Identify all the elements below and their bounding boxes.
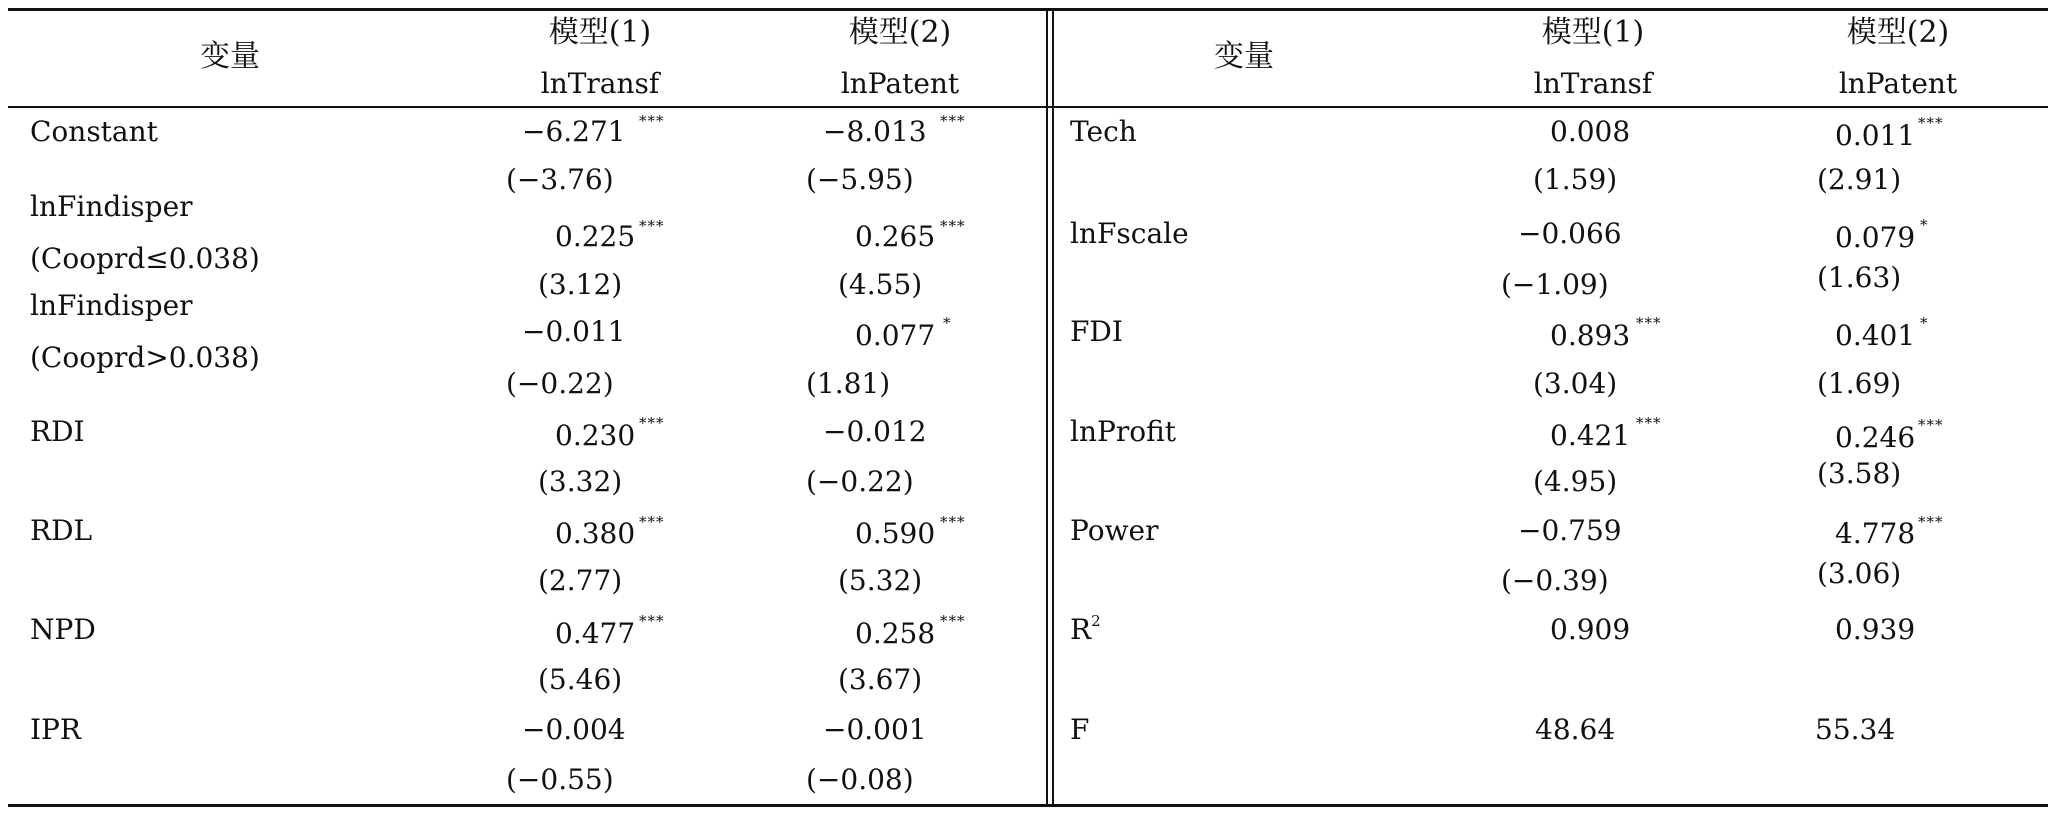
header-right-variable: 变量	[1214, 39, 1274, 74]
left-row-rdl-m2: 0.590	[855, 517, 936, 550]
r2-superscript: 2	[1091, 612, 1101, 630]
left-row-lnfindisper-low-name2: (Cooprd≤0.038)	[30, 242, 260, 275]
header-right-model1-title: 模型(1)	[1541, 15, 1645, 50]
right-row-f-m2: 55.34	[1815, 713, 1896, 746]
left-row-rdi-t2: (−0.22)	[806, 465, 914, 498]
bottom-rule	[8, 804, 2048, 807]
left-row-lnfindisper-low-m1: 0.225	[555, 220, 636, 253]
right-row-tech-m2: 0.011	[1835, 119, 1916, 152]
left-row-constant-m1-sig: ***	[639, 112, 665, 130]
left-row-rdl-m1: 0.380	[555, 517, 636, 550]
top-rule	[8, 8, 2048, 11]
left-row-ipr-t1: (−0.55)	[506, 763, 614, 796]
right-row-power-m2-sig: ***	[1918, 513, 1944, 531]
left-row-rdi-t1: (3.32)	[538, 465, 623, 498]
right-row-power-m1: −0.759	[1518, 514, 1622, 547]
right-row-tech-name: Tech	[1070, 115, 1137, 148]
left-row-lnfindisper-low-m2: 0.265	[855, 220, 936, 253]
header-left-model2-dep: lnPatent	[840, 67, 960, 100]
right-row-r2-m2: 0.939	[1835, 613, 1916, 646]
right-row-lnprofit-m1: 0.421	[1550, 419, 1631, 452]
left-row-rdi-m1: 0.230	[555, 419, 636, 452]
right-row-power-name: Power	[1070, 514, 1159, 547]
header-right-model1-dep: lnTransf	[1533, 67, 1653, 100]
right-row-power-m2: 4.778	[1835, 517, 1916, 550]
left-row-npd-name: NPD	[30, 613, 96, 646]
right-row-lnprofit-t2: (3.58)	[1817, 457, 1902, 490]
left-row-rdi-name: RDI	[30, 415, 85, 448]
left-row-lnfindisper-low-m1-sig: ***	[639, 217, 665, 235]
right-row-f-name: F	[1070, 713, 1090, 746]
left-row-constant-name: Constant	[30, 115, 158, 148]
header-right-model2-title: 模型(2)	[1846, 15, 1950, 50]
right-row-lnprofit-m2-sig: ***	[1918, 416, 1944, 434]
right-row-tech-m1: 0.008	[1550, 115, 1631, 148]
right-row-tech-t1: (1.59)	[1533, 163, 1618, 196]
right-row-lnfscale-t2: (1.63)	[1817, 261, 1902, 294]
right-row-fdi-name: FDI	[1070, 315, 1123, 348]
left-row-lnfindisper-high-m2-sig: *	[943, 314, 952, 332]
left-row-lnfindisper-low-t1: (3.12)	[538, 268, 623, 301]
left-row-rdi-m1-sig: ***	[639, 414, 665, 432]
left-row-rdi-m2: −0.012	[823, 415, 927, 448]
header-rule	[8, 106, 2048, 108]
right-row-lnprofit-name: lnProfit	[1070, 415, 1176, 448]
left-row-lnfindisper-low-t2: (4.55)	[838, 268, 923, 301]
right-row-lnfscale-name: lnFscale	[1070, 217, 1189, 250]
left-row-lnfindisper-low-m2-sig: ***	[940, 217, 966, 235]
right-row-lnfscale-m1: −0.066	[1518, 217, 1622, 250]
left-row-lnfindisper-high-t1: (−0.22)	[506, 367, 614, 400]
left-row-rdl-t1: (2.77)	[538, 564, 623, 597]
left-row-npd-m2: 0.258	[855, 617, 936, 650]
header-left-model1-dep: lnTransf	[540, 67, 660, 100]
center-divider-left	[1046, 10, 1048, 806]
right-row-fdi-t2: (1.69)	[1817, 367, 1902, 400]
right-row-fdi-m1-sig: ***	[1636, 314, 1662, 332]
left-row-lnfindisper-high-m2: 0.077	[855, 319, 936, 352]
right-row-r2-m1: 0.909	[1550, 613, 1631, 646]
left-row-ipr-m1: −0.004	[522, 713, 626, 746]
left-row-constant-m2: −8.013	[823, 115, 927, 148]
right-row-lnprofit-m1-sig: ***	[1636, 414, 1662, 432]
left-row-npd-m1: 0.477	[555, 617, 636, 650]
header-right-model2-dep: lnPatent	[1838, 67, 1958, 100]
left-row-rdl-t2: (5.32)	[838, 564, 923, 597]
left-row-npd-t1: (5.46)	[538, 663, 623, 696]
right-row-lnfscale-t1: (−1.09)	[1501, 268, 1609, 301]
left-row-npd-m1-sig: ***	[639, 612, 665, 630]
left-row-constant-t2: (−5.95)	[806, 163, 914, 196]
right-row-lnprofit-t1: (4.95)	[1533, 465, 1618, 498]
left-row-rdl-m1-sig: ***	[639, 513, 665, 531]
right-row-lnprofit-m2: 0.246	[1835, 421, 1916, 454]
left-row-lnfindisper-high-name2: (Cooprd>0.038)	[30, 341, 260, 374]
right-row-fdi-m2-sig: *	[1920, 314, 1929, 332]
left-row-lnfindisper-high-t2: (1.81)	[806, 367, 891, 400]
center-divider-right	[1052, 10, 1054, 806]
right-row-f-m1: 48.64	[1535, 713, 1616, 746]
left-row-lnfindisper-low-name1: lnFindisper	[30, 190, 193, 223]
left-row-lnfindisper-high-m1: −0.011	[522, 315, 626, 348]
right-row-tech-t2: (2.91)	[1817, 163, 1902, 196]
left-row-constant-t1: (−3.76)	[506, 163, 614, 196]
left-row-ipr-t2: (−0.08)	[806, 763, 914, 796]
left-row-npd-t2: (3.67)	[838, 663, 923, 696]
left-row-constant-m2-sig: ***	[940, 112, 966, 130]
left-row-constant-m1: −6.271	[522, 115, 626, 148]
right-row-fdi-m1: 0.893	[1550, 319, 1631, 352]
right-row-lnfscale-m2-sig: *	[1920, 216, 1929, 234]
header-left-model1-title: 模型(1)	[548, 15, 652, 50]
left-row-rdl-name: RDL	[30, 514, 93, 547]
left-row-rdl-m2-sig: ***	[940, 513, 966, 531]
r2-letter: R	[1070, 613, 1092, 646]
right-row-lnfscale-m2: 0.079	[1835, 221, 1916, 254]
right-row-r2-name	[1070, 612, 1101, 646]
left-row-npd-m2-sig: ***	[940, 612, 966, 630]
right-row-tech-m2-sig: ***	[1918, 114, 1944, 132]
left-row-lnfindisper-high-name1: lnFindisper	[30, 289, 193, 322]
left-row-ipr-name: IPR	[30, 713, 81, 746]
right-row-fdi-m2: 0.401	[1835, 319, 1916, 352]
header-left-model2-title: 模型(2)	[848, 15, 952, 50]
header-left-variable: 变量	[200, 39, 260, 74]
right-row-fdi-t1: (3.04)	[1533, 367, 1618, 400]
right-row-power-t2: (3.06)	[1817, 557, 1902, 590]
right-row-power-t1: (−0.39)	[1501, 564, 1609, 597]
left-row-ipr-m2: −0.001	[823, 713, 927, 746]
